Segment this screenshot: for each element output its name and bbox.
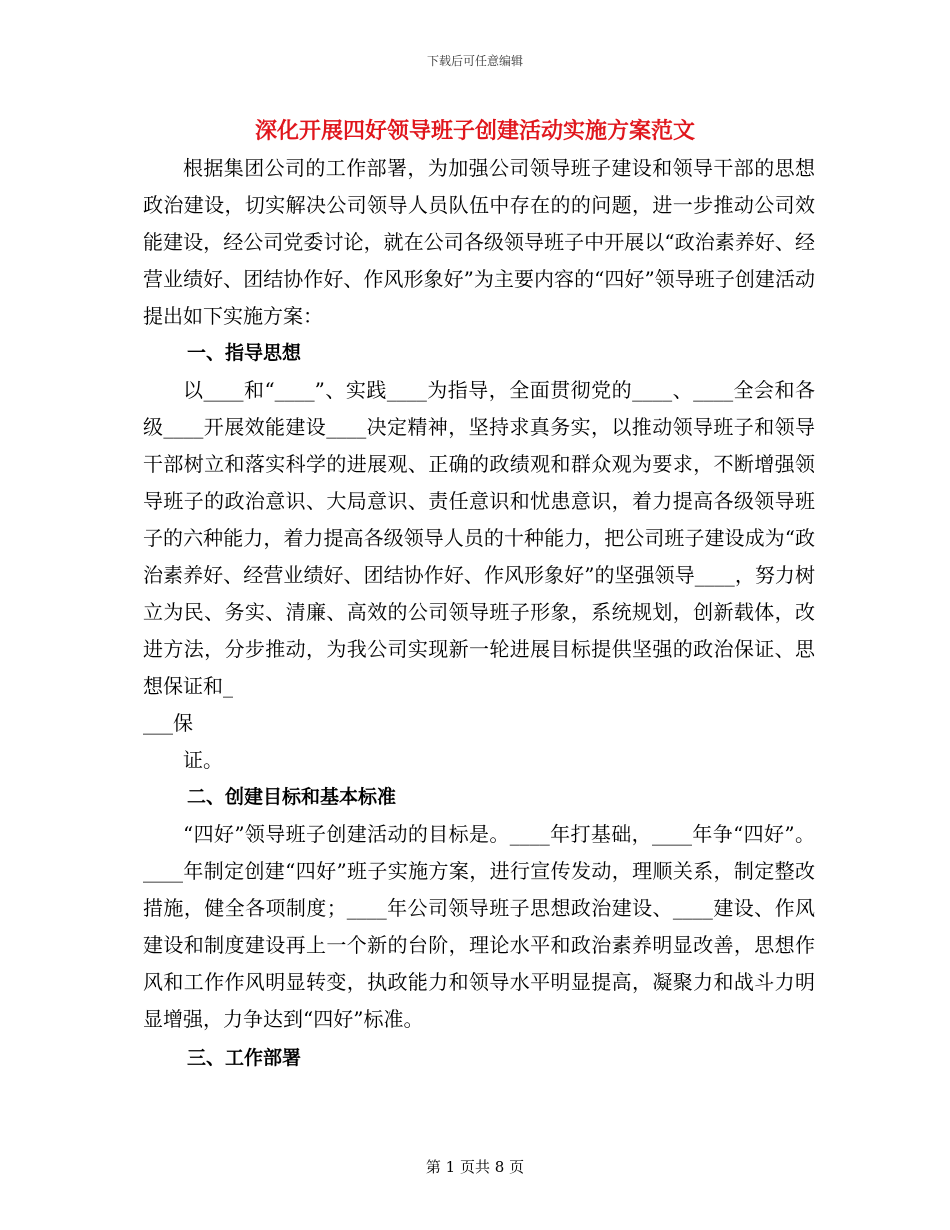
guiding-ideology-continuation: ___保 [143,711,193,735]
document-body [143,150,815,1077]
guiding-ideology-tail: 证。 [183,748,223,772]
section-heading-guiding-ideology: 一、指导思想 [187,342,302,364]
section-heading-goals-standards: 二、创建目标和基本标准 [187,786,397,808]
page-number-footer: 第 1 页共 8 页 [425,1158,525,1176]
intro-paragraph: 根据集团公司的工作部署，为加强公司领导班子建设和领导干部的思想政治建设，切实解决公司领导人员队伍中存在的的问题，进一步推动公司效能建设，经公司党委讨论，就在公司各级领导班子中开展以“政治素养好、经营业绩好、团结协作好、作风形象好”为主要内容的“四好”领导班子创建活动提出如下实施方案： [143,156,815,328]
document-title: 深化开展四好领导班子创建活动实施方案范文 [254,118,695,144]
guiding-ideology-paragraph: 以____和“____”、实践____为指导，全面贯彻党的____、____全会和各级____开展效能建设____决定精神，坚持求真务实，以推动领导班子和领导干部树立和落实科学的进展观、正确的政绩观和群众观为要求，不断增强领导班子的政治意识、大局意识、责任意识和忧患意识，着力提高各级领导班子的六种能力，着力提高各级领导人员的十种能力，把公司班子建设成为“政治素养好、经营业绩好、团结协作好、作风形象好”的坚强领导____，努力树立为民、务实、清廉、高效的公司领导班子形象，系统规划，创新载体，改进方法，分步推动，为我公司实现新一轮进展目标提供坚强的政治保证、思想保证和_ [143,378,815,698]
header-note: 下载后可任意编辑 [426,54,523,68]
section-heading-work-deployment: 三、工作部署 [187,1047,302,1069]
goals-standards-paragraph: “四好”领导班子创建活动的目标是。____年打基础，____年争“四好”。____年制定创建“四好”班子实施方案，进行宣传发动，理顺关系，制定整改措施，健全各项制度；____年公司领导班子思想政治建设、____建设、作风建设和制度建设再上一个新的台阶，理论水平和政治素养明显改善，思想作风和工作作风明显转变，执政能力和领导水平明显提高，凝聚力和战斗力明显增强，力争达到“四好”标准。 [143,822,815,1031]
